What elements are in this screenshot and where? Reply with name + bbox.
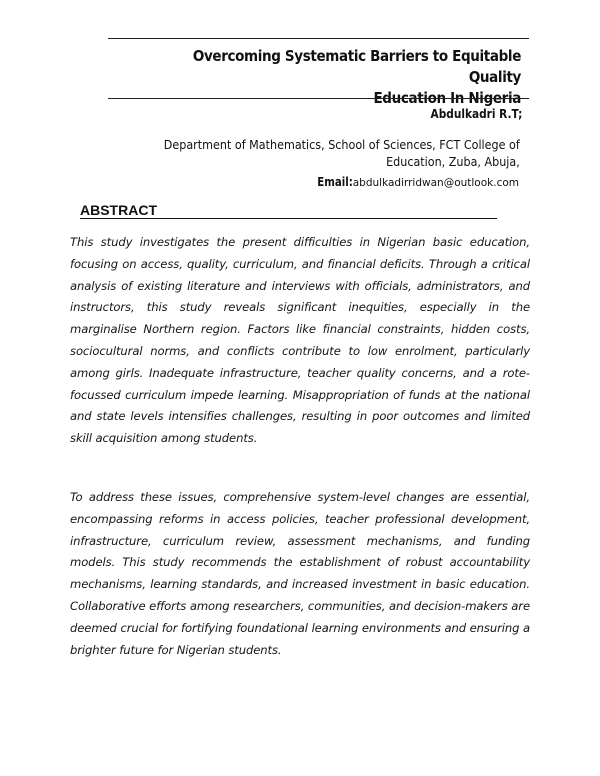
email-label: Email: [317,175,353,189]
paper-title-line-1: Overcoming Systematic Barriers to Equitable Quality [192,47,522,86]
affiliation-line-1: Department of Mathematics, School of Sciences, FCT College of [164,138,520,152]
email-address[interactable]: abdulkadirridwan@outlook.com [352,177,519,189]
abstract-paragraph-2: To address these issues, comprehensive system-level changes are essential, encompassing reforms in access policies, teacher professional development, infrastructure, curriculum review, assessment mechanisms, and funding models. This study recommends the establishment of robust accountability mechanisms, learning standards, and increased investment in basic education. Collaborative efforts among researchers, communities, and decision-makers are deemed crucial for fortifying foundational learning environments and ensuring a brighter future for Nigerian students. [70,490,530,657]
abstract-paragraph-1: This study investigates the present difficulties in Nigerian basic education, focusing on access, quality, curriculum, and financial deficits. Through a critical analysis of existing literature and interviews with officials, administrators, and instructors, this study reveals significant inequities, especially in the marginalise Northern region. Factors like financial constraints, hidden costs, sociocultural norms, and conflicts contribute to low enrolment, particularly among girls. Inadequate infrastructure, teacher quality concerns, and a rote-focussed curriculum impede learning. Misappropriation of funds at the national and state levels intensifies challenges, resulting in poor outcomes and limited skill acquisition among students. [70,235,530,446]
author-name: Abdulkadri R.T; [430,107,522,121]
title-bottom-rule [108,98,529,99]
affiliation-line-2: Education, Zuba, Abuja, [386,155,520,169]
author-affiliation [164,137,520,171]
paper-title [149,46,521,109]
title-top-rule [108,38,529,39]
abstract-heading: ABSTRACT [80,203,497,219]
author-email [311,171,519,190]
paper-title-line-2: Education In Nigeria [373,89,521,107]
